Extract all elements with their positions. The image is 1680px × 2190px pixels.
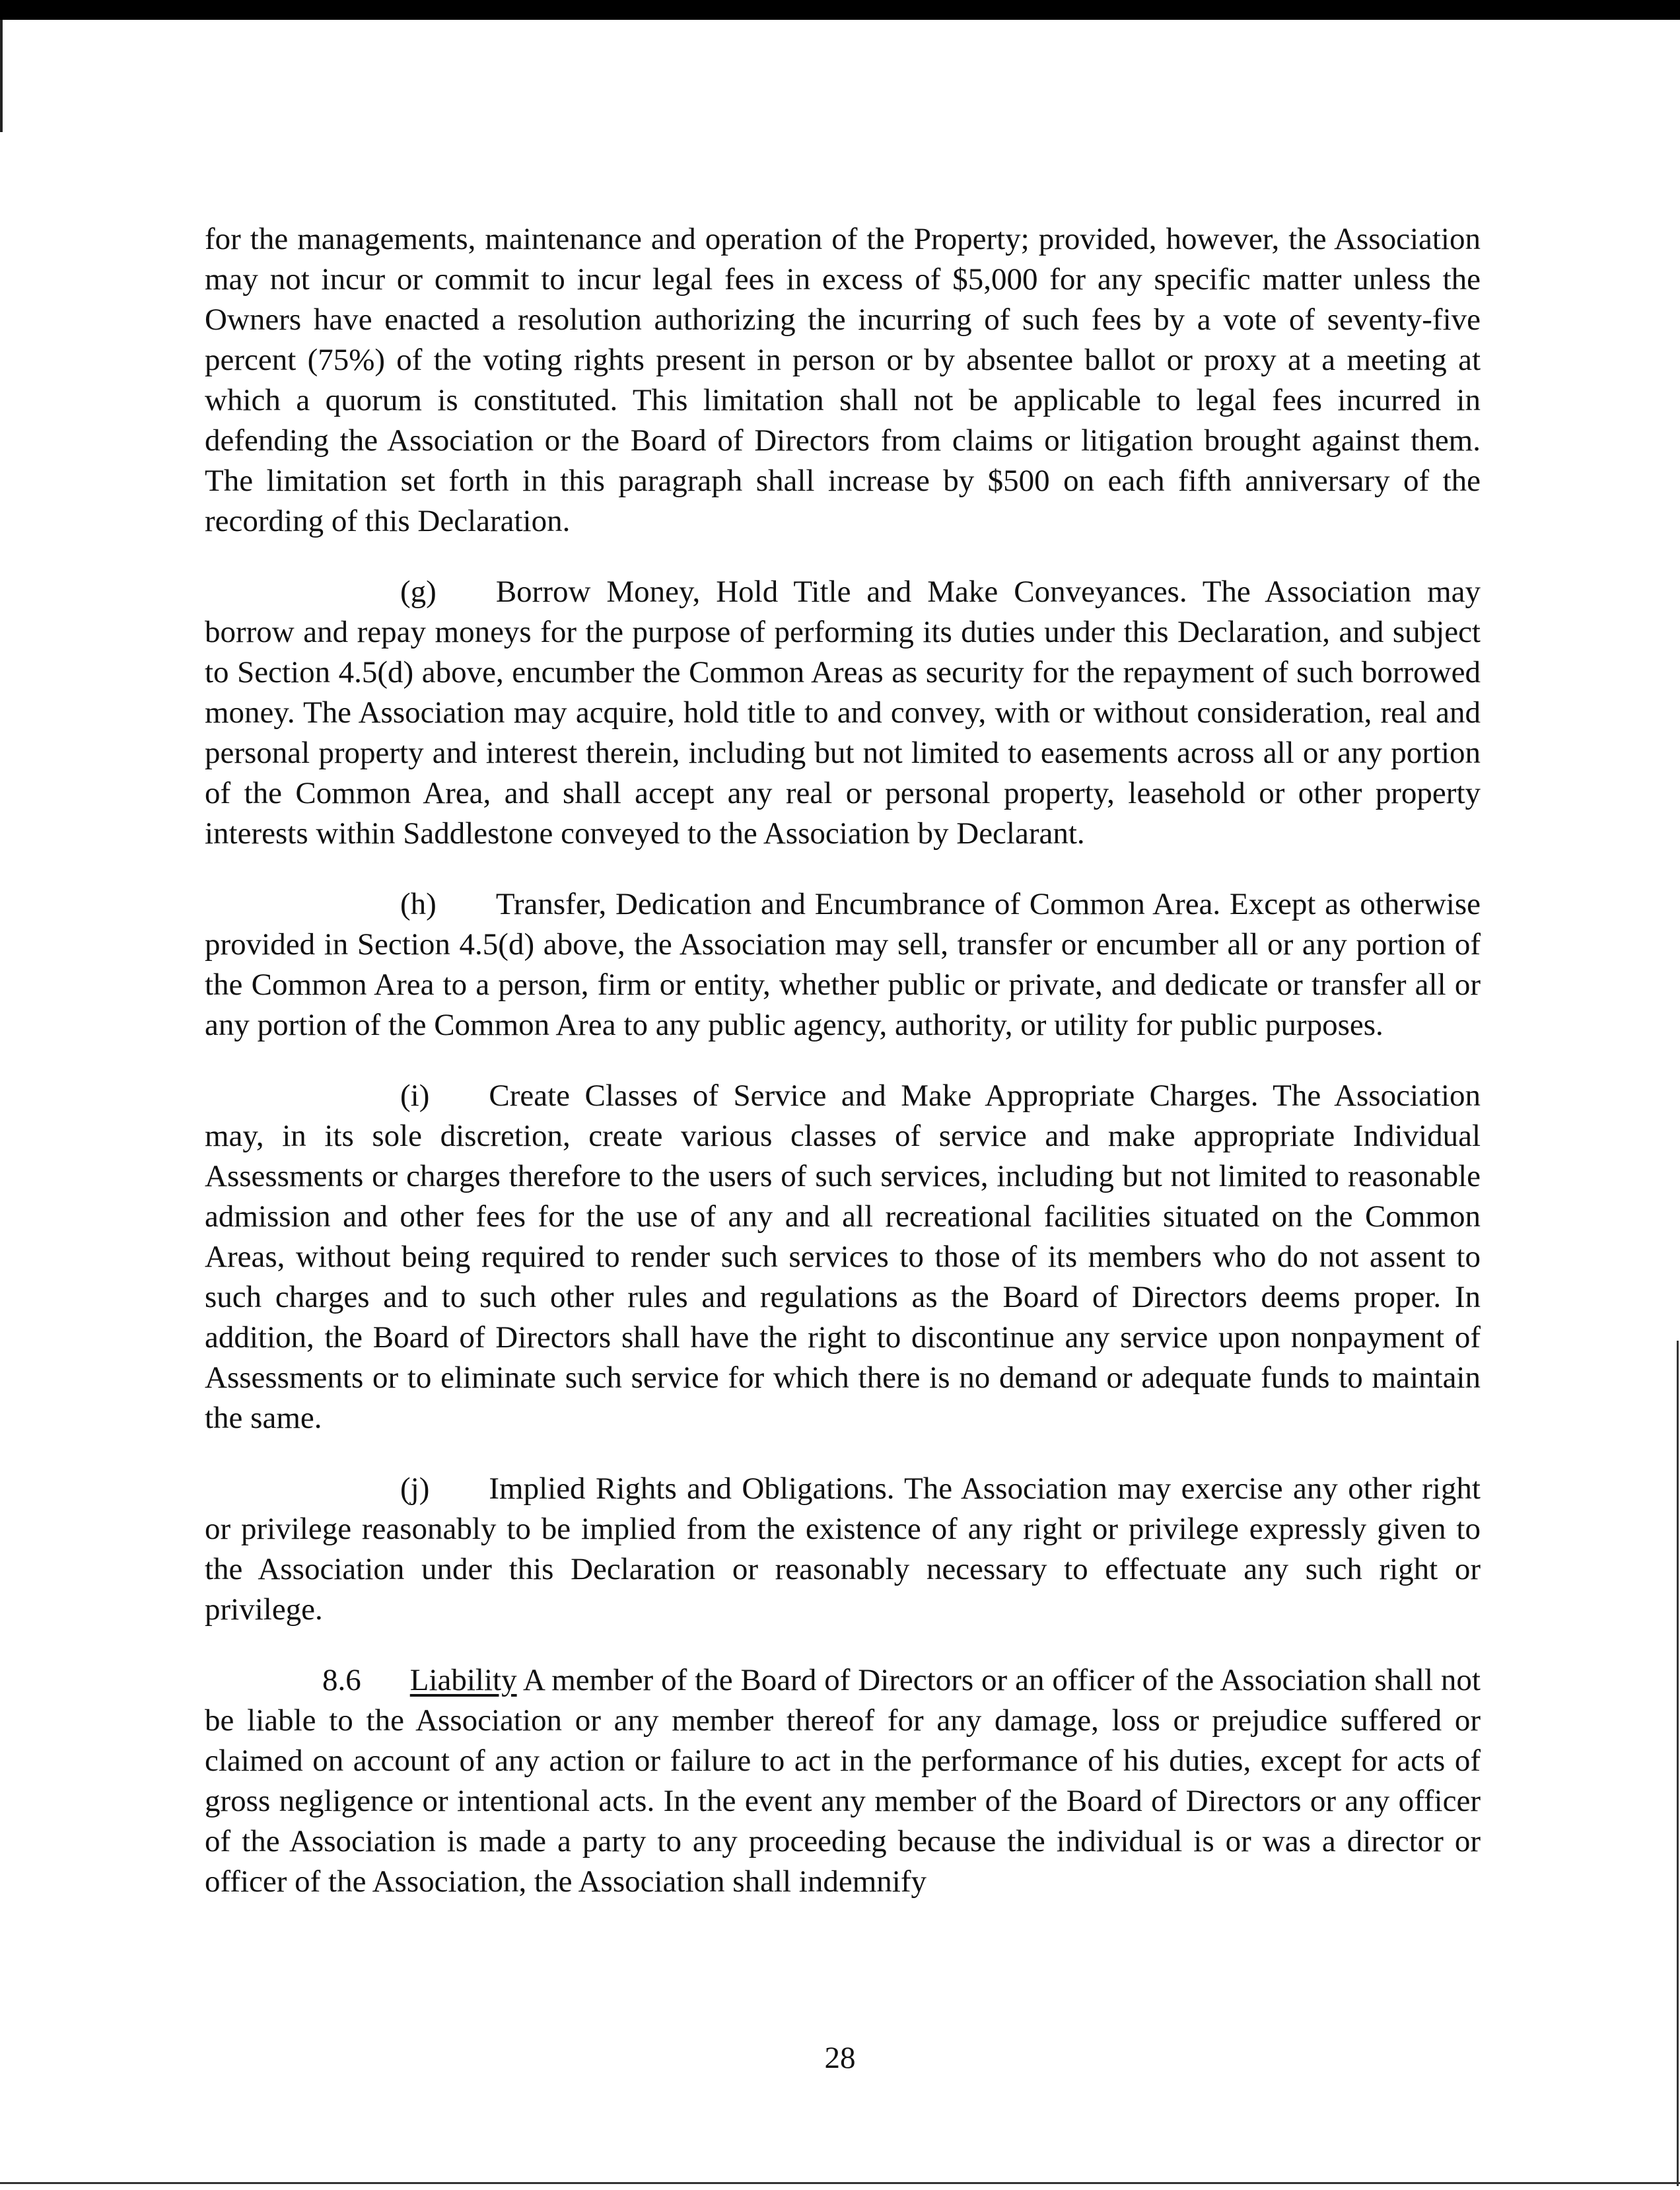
paragraph-continuation: for the managements, maintenance and operation of the Property; provided, however, the Association may not incur or commit to incur legal fees in excess of $5,000 for any specific matter unless the Owners have enacted a resolution authorizing the incurring of such fees by a vote of seventy-five percent (75%) of the voting rights present in person or by absentee ballot or proxy at a meeting at which a quorum is constituted. This limitation shall not be applicable to legal fees incurred in defending the Association or the Board of Directors from claims or litigation brought against them. The limitation set forth in this paragraph shall increase by $500 on each fifth anniversary of the recording of this Declaration. [205, 222, 1481, 538]
paragraph-g-label: (g) [400, 575, 437, 609]
paragraph-j [205, 1469, 1481, 1630]
scan-left-edge [0, 20, 3, 132]
paragraph-g-text: Borrow Money, Hold Title and Make Conveyances. The Association may borrow and repay moneys for the purpose of performing its duties under this Declaration, and subject to Section 4.5(d) above, encumber the Common Areas as security for the repayment of such borrowed money. The Association may acquire, hold title to and convey, with or without consideration, real and personal property and interest therein, including but not limited to easements across all or any portion of the Common Area, and shall accept any real or personal property, leasehold or other property interests within Saddlestone conveyed to the Association by Declarant. [205, 575, 1481, 851]
section-8-6-text: A member of the Board of Directors or an officer of the Association shall not be liable to the Association or any member thereof for any damage, loss or prejudice suffered or claimed on account of any action or failure to act in the performance of his duties, except for acts of gross negligence or intentional acts. In the event any member of the Board of Directors or any officer of the Association is made a party to any proceeding because the individual is or was a director or officer of the Association, the Association shall indemnify [205, 1663, 1481, 1899]
section-8-6-heading: Liability [409, 1663, 517, 1697]
paragraph-i-label: (i) [400, 1078, 430, 1113]
section-8-6-number: 8.6 [322, 1663, 361, 1697]
paragraph-j-label: (j) [400, 1471, 430, 1506]
document-body [205, 219, 1481, 1932]
scan-right-edge [1677, 1341, 1679, 2186]
paragraph-i-text: Create Classes of Service and Make Appropriate Charges. The Association may, in its sole discretion, create various classes of service and make appropriate Individual Assessments or charges therefore to the users of such services, including but not limited to reasonable admission and other fees for the use of any and all recreational facilities situated on the Common Areas, without being required to render such services to those of its members who do not assent to such charges and to such other rules and regulations as the Board of Directors deems proper. In addition, the Board of Directors shall have the right to discontinue any service upon nonpayment of Assessments or to eliminate such service for which there is no demand or adequate funds to maintain the same. [205, 1078, 1481, 1435]
paragraph-j-text: Implied Rights and Obligations. The Association may exercise any other right or privilege reasonably to be implied from the existence of any right or privilege expressly given to the Association under this Declaration or reasonably necessary to effectuate any such right or privilege. [205, 1471, 1481, 1627]
paragraph-h-text: Transfer, Dedication and Encumbrance of Common Area. Except as otherwise provided in Section 4.5(d) above, the Association may sell, transfer or encumber all or any portion of the Common Area to a person, firm or entity, whether public or private, and dedicate or transfer all or any portion of the Common Area to any public agency, authority, or utility for public purposes. [205, 887, 1481, 1042]
paragraph-i [205, 1076, 1481, 1438]
paragraph-h [205, 884, 1481, 1045]
paragraph-g [205, 572, 1481, 854]
section-8-6 [205, 1660, 1481, 1902]
paragraph-h-label: (h) [400, 887, 437, 921]
scan-top-border [0, 0, 1680, 20]
scan-bottom-edge [0, 2182, 1680, 2184]
page-number: 28 [824, 2041, 856, 2075]
